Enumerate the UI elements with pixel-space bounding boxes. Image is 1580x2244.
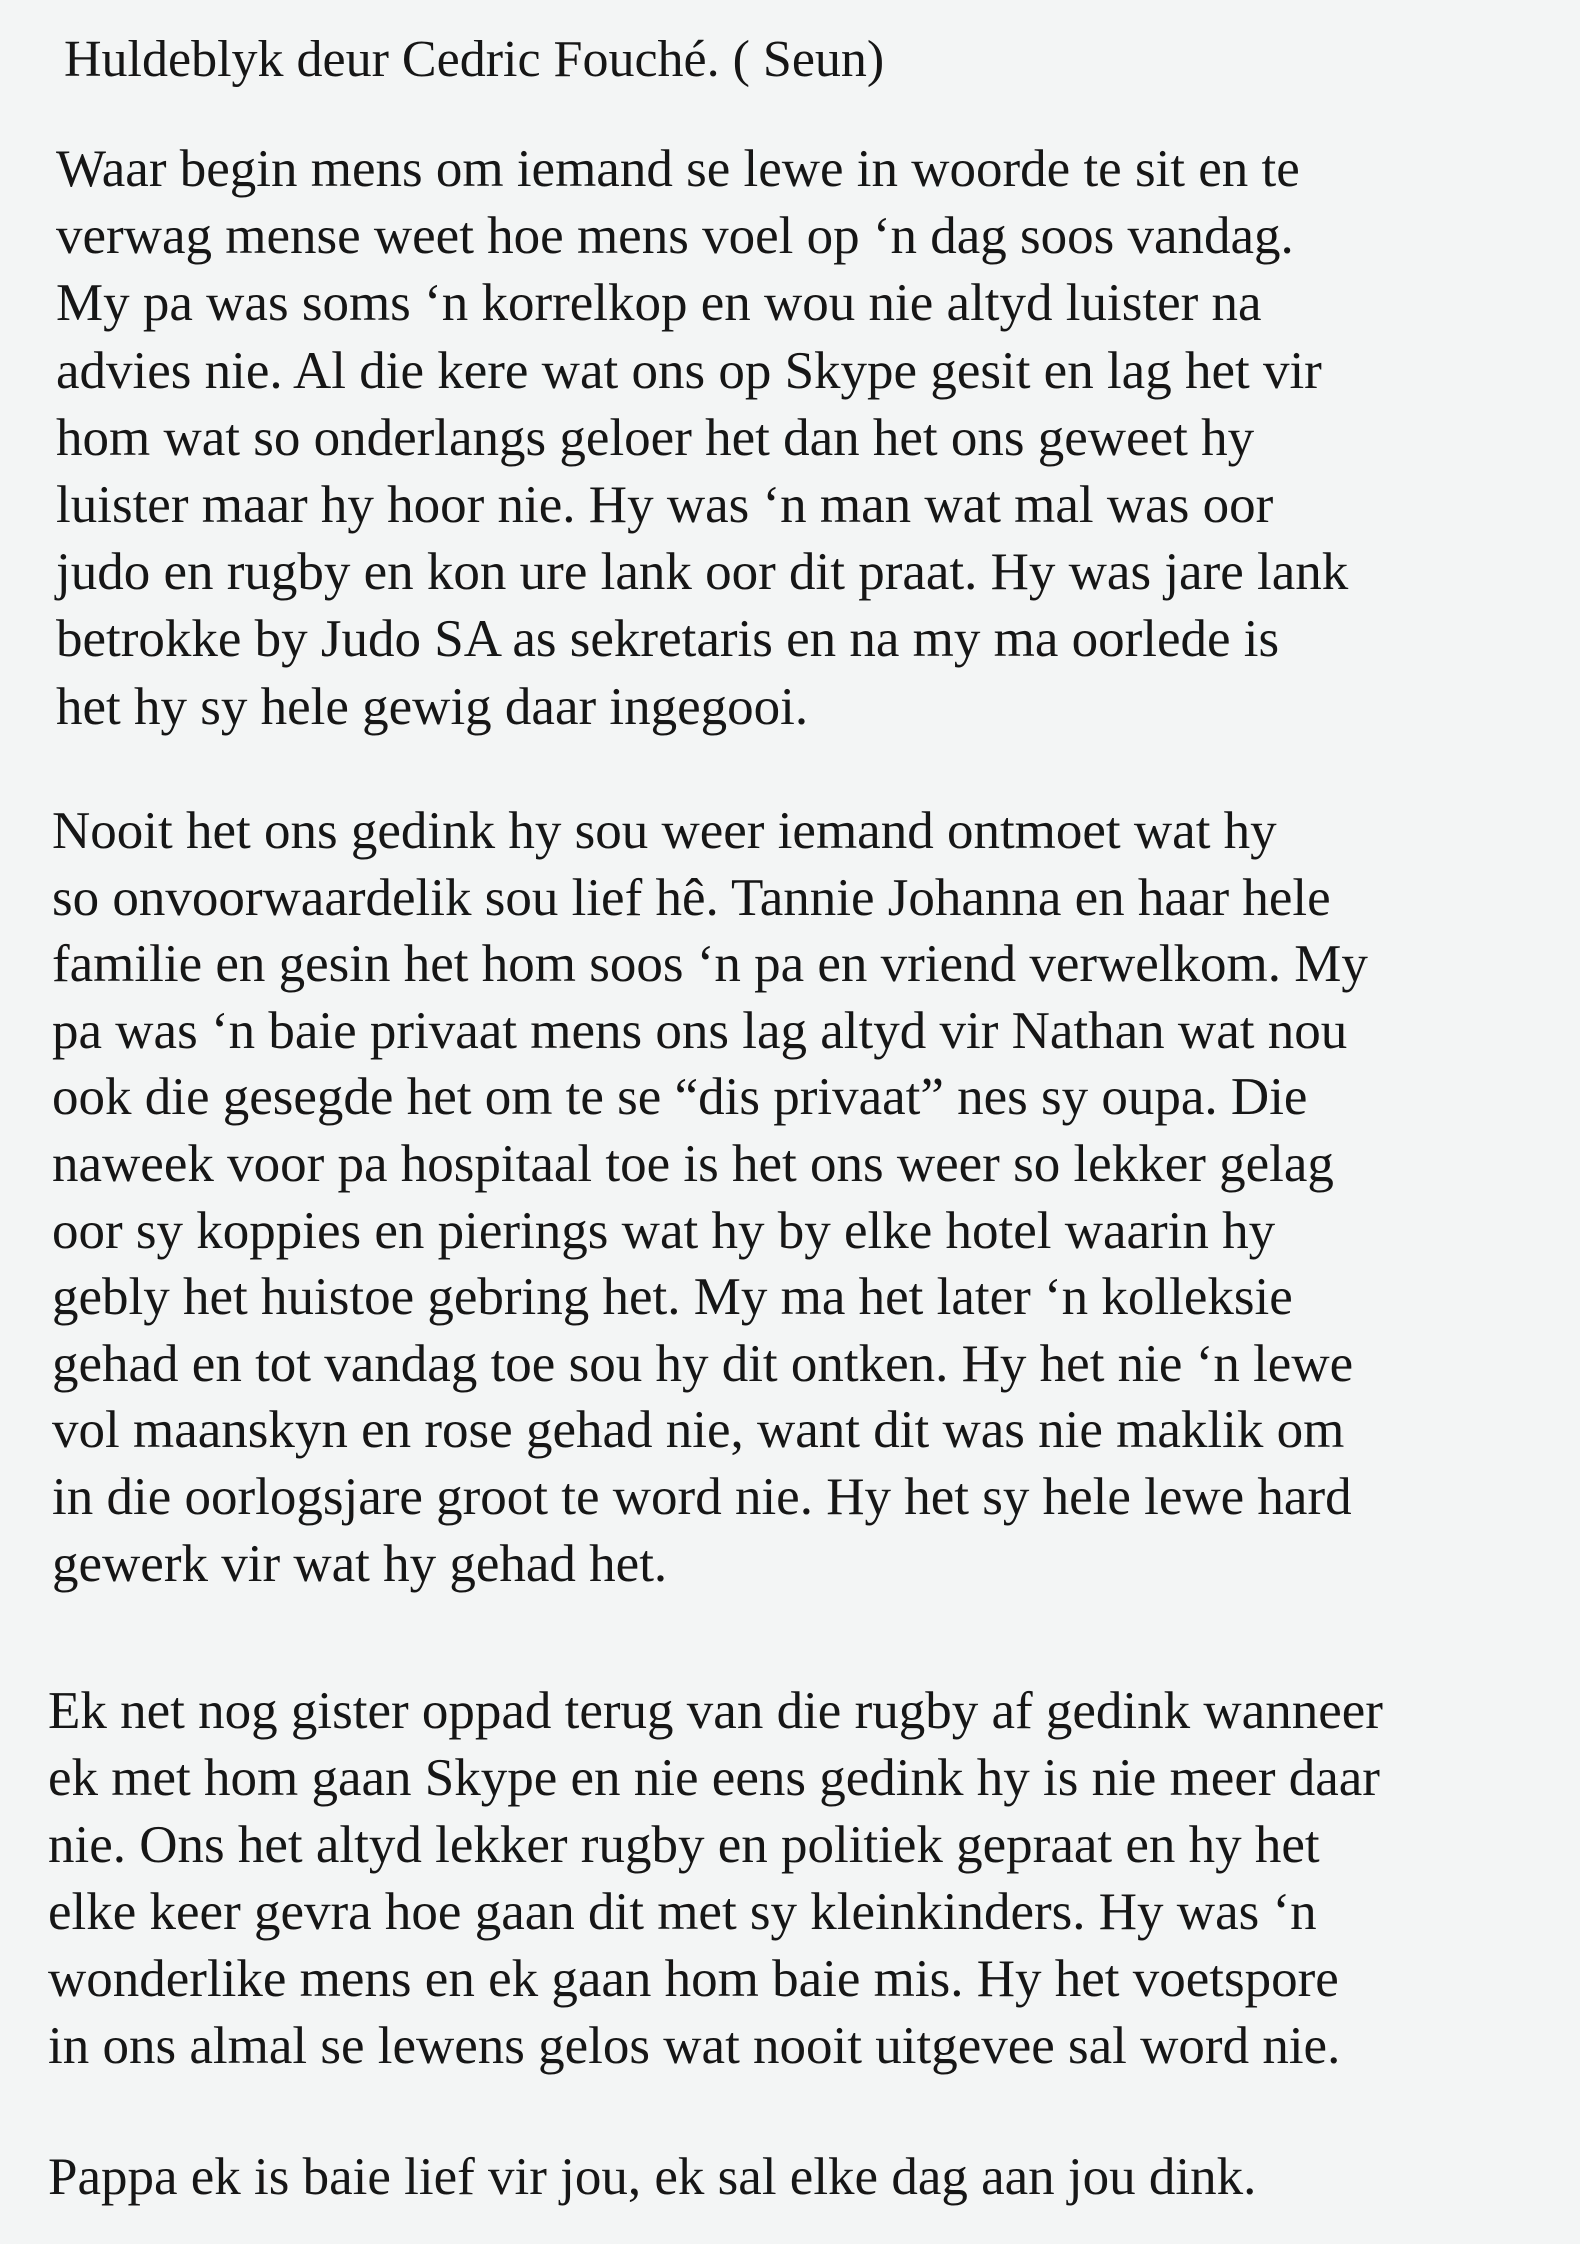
text-line: Waar begin mens om iemand se lewe in woorde te sit en te — [56, 140, 1300, 198]
text-line: luister maar hy hoor nie. Hy was ‘n man wat mal was oor — [56, 475, 1274, 534]
text-line: Nooit het ons gedink hy sou weer iemand ontmoet wat hy — [52, 802, 1277, 860]
text-line: My pa was soms ‘n korrelkop en wou nie altyd luister na — [56, 274, 1262, 333]
text-line: Pappa ek is baie lief vir jou, ek sal elke dag aan jou dink. — [48, 2148, 1257, 2206]
text-line: gebly het huistoe gebring het. My ma het later ‘n kolleksie — [52, 1268, 1293, 1327]
text-line: ook die gesegde het om te se “dis privaat” nes sy oupa. Die — [52, 1068, 1308, 1127]
text-line: wonderlike mens en ek gaan hom baie mis. Hy het voetspore — [48, 1950, 1339, 2008]
text-line: in ons almal se lewens gelos wat nooit uitgevee sal word nie. — [48, 2017, 1341, 2075]
text-line: vol maanskyn en rose gehad nie, want dit was nie maklik om — [52, 1401, 1345, 1460]
text-line: oor sy koppies en pierings wat hy by elke hotel waarin hy — [52, 1201, 1276, 1260]
tribute-title: Huldeblyk deur Cedric Fouché. ( Seun) — [64, 31, 885, 88]
text-line: nie. Ons het altyd lekker rugby en politiek gepraat en hy het — [48, 1816, 1320, 1874]
text-line: Ek net nog gister oppad terug van die rugby af gedink wanneer — [48, 1682, 1383, 1740]
text-line: het hy sy hele gewig daar ingegooi. — [56, 677, 809, 736]
text-line: hom wat so onderlangs geloer het dan het ons geweet hy — [56, 408, 1255, 467]
text-line: ek met hom gaan Skype en nie eens gedink hy is nie meer daar — [48, 1749, 1380, 1807]
text-line: judo en rugby en kon ure lank oor dit praat. Hy was jare lank — [56, 543, 1349, 602]
paragraph-2 — [52, 798, 1368, 1597]
text-line: in die oorlogsjare groot te word nie. Hy het sy hele lewe hard — [52, 1467, 1352, 1526]
text-line: elke keer gevra hoe gaan dit met sy kleinkinders. Hy was ‘n — [48, 1883, 1317, 1941]
paragraph-4 — [48, 2144, 1256, 2210]
text-line: advies nie. Al die kere wat ons op Skype gesit en lag het vir — [56, 341, 1322, 400]
text-line: so onvoorwaardelik sou lief hê. Tannie Johanna en haar hele — [52, 868, 1331, 927]
paragraph-1 — [56, 136, 1348, 741]
paragraph-3 — [48, 1678, 1383, 2080]
text-line: betrokke by Judo SA as sekretaris en na my ma oorlede is — [56, 610, 1280, 669]
text-line: naweek voor pa hospitaal toe is het ons weer so lekker gelag — [52, 1134, 1334, 1193]
text-line: pa was ‘n baie privaat mens ons lag altyd vir Nathan wat nou — [52, 1001, 1348, 1060]
text-line: gehad en tot vandag toe sou hy dit ontken. Hy het nie ‘n lewe — [52, 1334, 1354, 1393]
text-line: verwag mense weet hoe mens voel op ‘n dag soos vandag. — [56, 207, 1294, 266]
text-line: familie en gesin het hom soos ‘n pa en vriend verwelkom. My — [52, 935, 1368, 994]
text-line: gewerk vir wat hy gehad het. — [52, 1534, 668, 1593]
